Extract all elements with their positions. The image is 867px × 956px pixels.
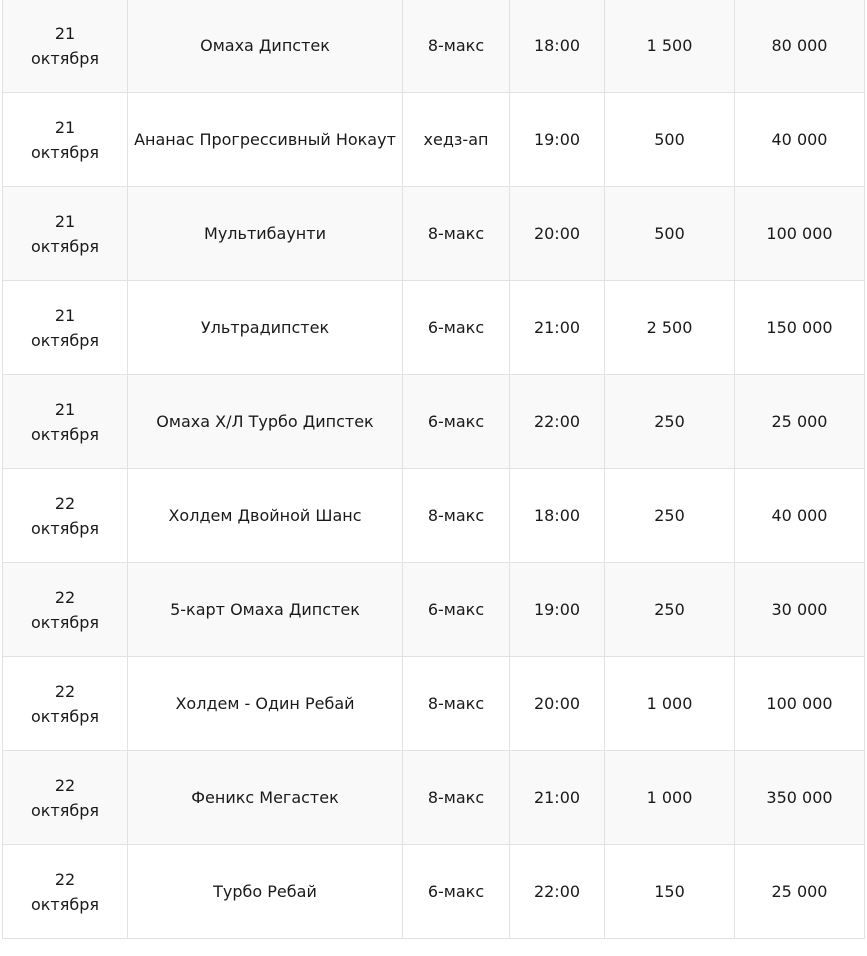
date-cell xyxy=(3,845,128,939)
buyin-cell: 500 xyxy=(605,187,735,281)
buyin-cell: 1 000 xyxy=(605,751,735,845)
buyin-cell: 1 000 xyxy=(605,657,735,751)
date-cell xyxy=(3,0,128,93)
guarantee-cell: 40 000 xyxy=(735,469,865,563)
buyin-cell: 150 xyxy=(605,845,735,939)
buyin-cell: 250 xyxy=(605,469,735,563)
date-day: 21 xyxy=(54,399,76,419)
buyin-cell: 250 xyxy=(605,563,735,657)
date-cell xyxy=(3,281,128,375)
tournament-name-cell: Холдем Двойной Шанс xyxy=(128,469,403,563)
buyin-cell: 1 500 xyxy=(605,0,735,93)
buyin-cell: 500 xyxy=(605,93,735,187)
guarantee-cell: 25 000 xyxy=(735,375,865,469)
table-row xyxy=(3,375,865,469)
date-cell xyxy=(3,563,128,657)
date-cell xyxy=(3,751,128,845)
time-cell: 19:00 xyxy=(510,93,605,187)
tournament-name-cell: Омаха Х/Л Турбо Дипстек xyxy=(128,375,403,469)
time-cell: 18:00 xyxy=(510,0,605,93)
date-month: октября xyxy=(30,518,100,538)
buyin-cell: 250 xyxy=(605,375,735,469)
tournament-name-cell: Ананас Прогрессивный Нокаут xyxy=(128,93,403,187)
guarantee-cell: 25 000 xyxy=(735,845,865,939)
tournament-name-cell: Феникс Мегастек xyxy=(128,751,403,845)
time-cell: 19:00 xyxy=(510,563,605,657)
date-day: 22 xyxy=(54,869,76,889)
format-cell: 6-макс xyxy=(403,375,510,469)
guarantee-cell: 100 000 xyxy=(735,657,865,751)
guarantee-cell: 40 000 xyxy=(735,93,865,187)
date-day: 22 xyxy=(54,681,76,701)
date-month: октября xyxy=(30,612,100,632)
date-month: октября xyxy=(30,706,100,726)
table-row xyxy=(3,0,865,93)
date-cell xyxy=(3,469,128,563)
time-cell: 21:00 xyxy=(510,751,605,845)
guarantee-cell: 100 000 xyxy=(735,187,865,281)
date-day: 21 xyxy=(54,117,76,137)
time-cell: 22:00 xyxy=(510,375,605,469)
tournament-name-cell: Ультрадипстек xyxy=(128,281,403,375)
tournament-name-cell: Турбо Ребай xyxy=(128,845,403,939)
guarantee-cell: 30 000 xyxy=(735,563,865,657)
time-cell: 20:00 xyxy=(510,657,605,751)
time-cell: 20:00 xyxy=(510,187,605,281)
tournament-schedule-body xyxy=(3,0,865,939)
guarantee-cell: 150 000 xyxy=(735,281,865,375)
tournament-schedule-table xyxy=(2,0,865,939)
format-cell: хедз-ап xyxy=(403,93,510,187)
format-cell: 6-макс xyxy=(403,845,510,939)
date-month: октября xyxy=(30,236,100,256)
tournament-name-cell: Холдем - Один Ребай xyxy=(128,657,403,751)
date-day: 21 xyxy=(54,23,76,43)
table-row xyxy=(3,845,865,939)
table-row xyxy=(3,657,865,751)
tournament-name-cell: Омаха Дипстек xyxy=(128,0,403,93)
date-day: 22 xyxy=(54,493,76,513)
date-day: 21 xyxy=(54,305,76,325)
date-cell xyxy=(3,93,128,187)
format-cell: 6-макс xyxy=(403,563,510,657)
table-row xyxy=(3,93,865,187)
table-row xyxy=(3,281,865,375)
tournament-name-cell: 5-карт Омаха Дипстек xyxy=(128,563,403,657)
guarantee-cell: 350 000 xyxy=(735,751,865,845)
date-month: октября xyxy=(30,48,100,68)
date-cell xyxy=(3,187,128,281)
date-day: 22 xyxy=(54,587,76,607)
date-day: 21 xyxy=(54,211,76,231)
format-cell: 8-макс xyxy=(403,469,510,563)
format-cell: 8-макс xyxy=(403,751,510,845)
date-cell xyxy=(3,657,128,751)
time-cell: 21:00 xyxy=(510,281,605,375)
buyin-cell: 2 500 xyxy=(605,281,735,375)
format-cell: 8-макс xyxy=(403,187,510,281)
date-cell xyxy=(3,375,128,469)
date-month: октября xyxy=(30,330,100,350)
format-cell: 8-макс xyxy=(403,0,510,93)
table-row xyxy=(3,469,865,563)
guarantee-cell: 80 000 xyxy=(735,0,865,93)
format-cell: 8-макс xyxy=(403,657,510,751)
format-cell: 6-макс xyxy=(403,281,510,375)
date-month: октября xyxy=(30,142,100,162)
table-row xyxy=(3,751,865,845)
date-day: 22 xyxy=(54,775,76,795)
table-row xyxy=(3,187,865,281)
date-month: октября xyxy=(30,894,100,914)
time-cell: 18:00 xyxy=(510,469,605,563)
tournament-name-cell: Мультибаунти xyxy=(128,187,403,281)
date-month: октября xyxy=(30,800,100,820)
date-month: октября xyxy=(30,424,100,444)
table-row xyxy=(3,563,865,657)
time-cell: 22:00 xyxy=(510,845,605,939)
